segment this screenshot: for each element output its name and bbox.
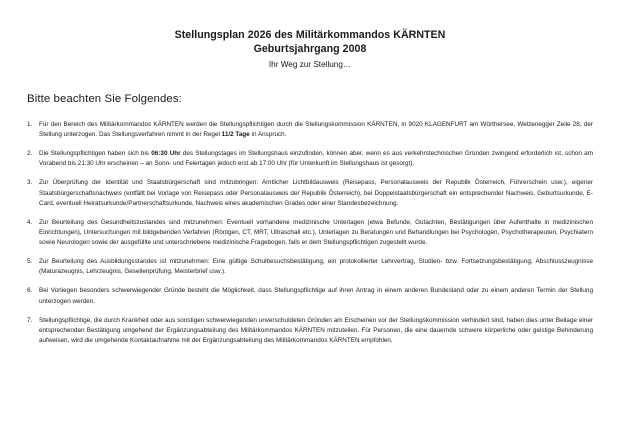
document-subtitle: Ihr Weg zur Stellung… xyxy=(268,60,352,69)
intro-heading: Bitte beachten Sie Folgendes: xyxy=(27,93,182,105)
item-text: Zur Beurteilung des Ausbildungsstandes ist mitzunehmen: Eine gültige Schulbesuchsbestätigung, ein protokollierter Lehrvertrag, Studien- bzw. Fortsetzungsbestätigung, Abschlusszeugnisse (Maturazeugnis, Lehrzeugnis, Gesellenprüfung, Meisterbrief usw.). xyxy=(39,258,593,276)
item-text: Zur Beurteilung des Gesundheitszustandes sind mitzunehmen: Eventuell vorhandene medizinische Unterlagen (etwa Befunde, Gutachten, Bestätigungen über Aufenthalte in medizinischen Einrichtungen), Untersuchungen mit bildgebenden Verfahren (Röntgen, CT, MRT, Ultraschall etc.), Unterlagen zu Beratungen und Behandlungen bei Psychologen, Psychotherapeuten, Psychiatern sowie Neurologen sowie der ausgefüllte und unterschriebene medizinische Fragebogen, falls er dem Stellungspflichtigen zugestellt wurde. xyxy=(39,218,593,247)
item-text: Zur Überprüfung der Identität und Staatsbürgerschaft sind mitzubringen: Amtlicher Lichtbildausweis (Reisepass, Personalausweis der Republik Österreich, Führerschein usw.), eigener Staatsbürgerschaftsnachweis (entfällt bei Vorlage von Reisepass oder Personalausweis der Republik Österreich), bei Doppelstaatsbürgerschaft ein entsprechender Nachweis, Geburtsurkunde, E-Card, eventuell Heiratsurkunde/Partnerschaftsurkunde, Nachweis eines akademischen Grades oder einer Standesbezeichnung. xyxy=(39,179,593,207)
list-item xyxy=(27,218,593,249)
item-number: 1. xyxy=(27,121,33,128)
item-text: Bei Vorliegen besonders schwerwiegender Gründe besteht die Möglichkeit, dass Stellungspflichtige auf ihren Antrag in einem anderen Bundesland oder zu einem anderen Termin der Stellung unterzogen werden. xyxy=(39,287,593,305)
list-item xyxy=(27,149,593,169)
item-number: 2. xyxy=(27,150,33,158)
list-item xyxy=(27,286,593,306)
item-emphasis: 06:30 Uhr xyxy=(151,150,181,158)
item-number: 5. xyxy=(27,258,33,266)
item-number: 7. xyxy=(27,316,33,324)
document-title: Stellungsplan 2026 des Militärkommandos KÄRNTEN xyxy=(174,29,446,41)
list-item xyxy=(27,178,593,209)
list-item xyxy=(27,316,593,347)
item-number: 3. xyxy=(27,179,33,187)
item-text: Für den Bereich des Militärkommandos KÄRNTEN werden die Stellungspflichtigen durch die Stellungskommission KÄRNTEN, in 9020 KLAGENFURT am Wörthersee, Welzenegger Zeile 28, der Stellung unterzogen. Das Stellungsverfahren nimmt in der Regel 11/2 Tage in Anspruch. xyxy=(39,121,593,139)
list-item xyxy=(27,120,593,140)
list-item xyxy=(27,257,593,277)
item-text: Die Stellungspflichtigen haben sich bis 06:30 Uhr des Stellungstages im Stellungshaus einzufinden, können aber, wenn es aus verkehrstechnischen Gründen zwingend erforderlich ist, schon am Vorabend bis 21:30 Uhr erscheinen – an Sonn- und Feiertagen jedoch erst ab 17:00 Uhr (für Unterkunft im Stellungshaus ist gesorgt). xyxy=(39,150,593,168)
document-header xyxy=(0,28,620,71)
item-number: 6. xyxy=(27,287,33,295)
item-number: 4. xyxy=(27,218,33,226)
instruction-list xyxy=(27,120,593,355)
birth-year-title: Geburtsjahrgang 2008 xyxy=(253,43,367,55)
item-emphasis: 11/2 Tage xyxy=(221,131,250,139)
item-text: Stellungspflichtige, die durch Krankheit oder aus sonstigen schwerwiegenden unverschuldeten Gründen am Erscheinen vor der Stellungskommission verhindert sind, haben dies unter Beilage einer entsprechenden Bestätigung umgehend der Ergänzungsabteilung des Militärkommandos KÄRNTEN mitzuteilen. Für Personen, die eine dauernde schwere körperliche oder geistige Behinderung aufweisen, wird die umgehende Kontaktaufnahme mit der Ergänzungsabteilung des Militärkommandos KÄRNTEN empfohlen. xyxy=(39,316,593,345)
